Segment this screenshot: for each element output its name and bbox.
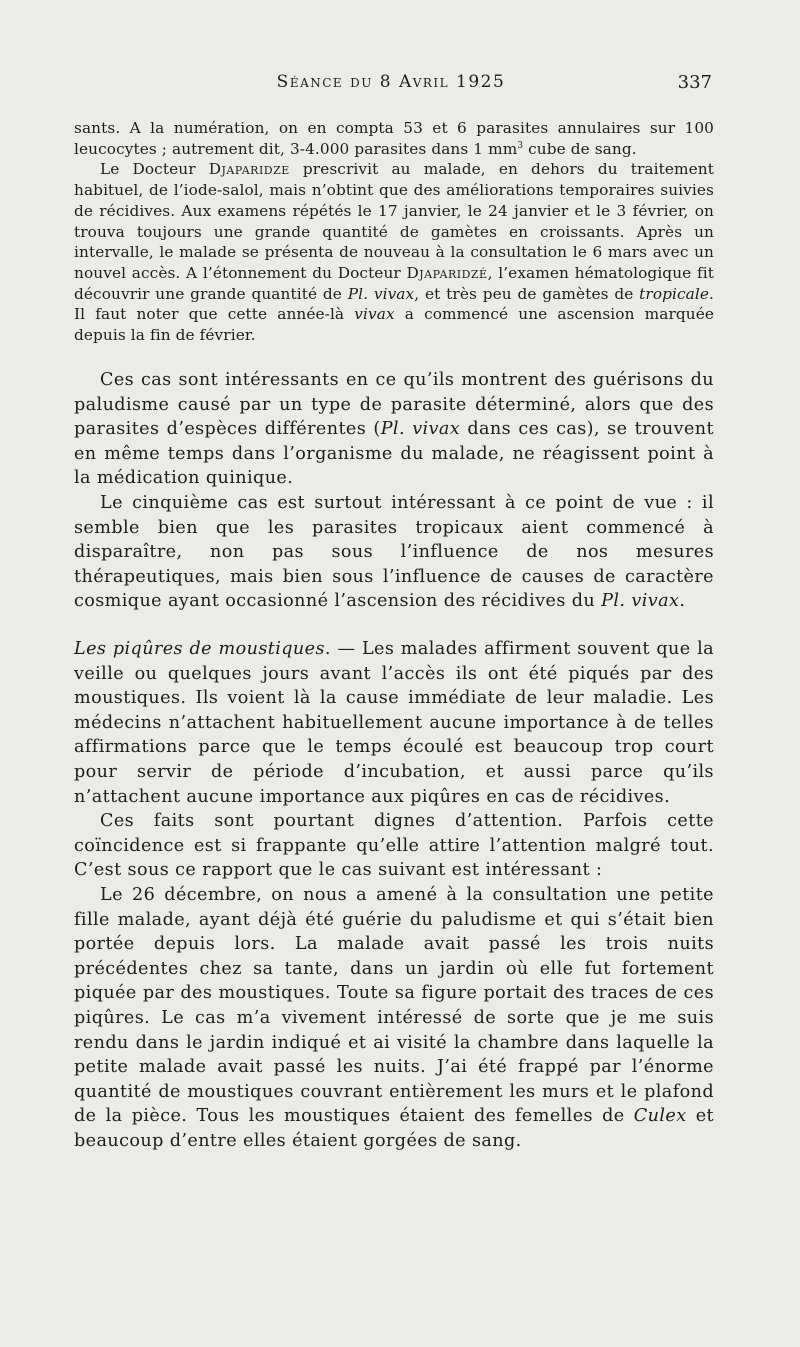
species-name: tropicale xyxy=(639,284,710,303)
species-name: Pl. vivax xyxy=(601,591,680,612)
text-run: Le cinquième cas est surtout intéressant à ce point de vue : il semble bien que les parasites tropicaux aient commencé à disparaître, non pas sous l’influence de nos mesures thérapeutiques, mais bien sous l’influence de causes de caractère cosmique ayant occasionné l’ascension des récidives du xyxy=(74,492,714,612)
section-discussion xyxy=(74,368,714,614)
text-run: Ces cas sont intéressants en ce qu’ils montrent des guérisons du paludisme causé par un type de parasite déterminé, alors que des parasites d’espèces différentes ( xyxy=(74,370,714,440)
text-run: Le 26 décembre, on nous a amené à la consultation une petite fille malade, ayant déjà été guérie du paludisme et qui s’était bien portée depuis lors. La malade avait passé les trois nuits précédentes chez sa tante, dans un jardin où elle fut fortement piquée par des moustiques. Toute sa figure portait des traces de ces piqûres. Le cas m’a vivement intéressé de sorte que je me suis rendu dans le jardin indiqué et ai visité la chambre dans laquelle la petite malade avait passé les nuits. J’ai été frappé par l’énorme quantité de moustiques couvrant entièrement les murs et le plafond de la pièce. Tous les moustiques étaient des femelles de xyxy=(74,884,714,1127)
running-title: Séance du 8 Avril 1925 xyxy=(276,72,506,92)
paragraph xyxy=(74,118,714,159)
section-heading: Les piqûres de moustiques xyxy=(74,639,325,659)
author-name: Djaparidzé xyxy=(406,263,488,282)
species-name: Pl. vivax xyxy=(347,284,415,303)
paragraph xyxy=(74,159,714,345)
author-name: Djaparidze xyxy=(208,160,290,179)
species-name: Pl. vivax xyxy=(380,419,461,440)
text-run: Ces faits sont pourtant dignes d’attention. Parfois cette coïncidence est si frappante qu’elle attire l’attention malgré tout. C’est sous ce rapport que le cas suivant est intéressant : xyxy=(74,811,714,881)
text-run: . Il faut noter que cette année-là xyxy=(74,284,715,324)
text-run: Le Docteur xyxy=(100,160,209,179)
text-run: a commencé une ascension marquée depuis la fin de février. xyxy=(74,305,715,345)
text-run: , l’examen hématologique fit découvrir une grande quantité de xyxy=(74,263,714,303)
text-run: prescrivit au malade, en dehors du traitement habituel, de l’iode-salol, mais n’obtint que des améliorations temporaires suivies de récidives. Aux examens répétés le 17 janvier, le 24 janvier et le 3 février, on trouva toujours une grande quantité de gamètes en croissants. Après un intervalle, le malade se présenta de nouveau à la consultation le 6 mars avec un nouvel accès. A l’étonnement du Docteur xyxy=(74,160,714,282)
text-run: et beaucoup d’entre elles étaient gorgées de sang. xyxy=(74,1106,714,1151)
text-run: sants. A la numération, on en compta 53 et 6 parasites annulaires sur 100 leucocytes ; autrement dit, 3-4.000 parasites dans 1 mm xyxy=(74,119,714,158)
paragraph xyxy=(74,883,714,1154)
species-name: vivax xyxy=(354,305,395,324)
text-run: . — Les malades affirment souvent que la veille ou quelques jours avant l’accès ils ont été piqués par des moustiques. Ils voient là la cause immédiate de leur maladie. Les médecins n’attachent habituellement aucune importance à de telles affirmations parce que le temps écoulé est beaucoup trop court pour servir de période d’incubation, et aussi parce qu’ils n’attachent aucune importance aux piqûres en cas de récidives. xyxy=(74,639,715,807)
paragraph xyxy=(74,491,714,614)
page-header xyxy=(70,72,712,100)
text-run: dans ces cas), se trouvent en même temps dans l’organisme du malade, ne réagissent point à la médication quinique. xyxy=(74,419,714,489)
section-mosquito-bites xyxy=(74,637,714,1153)
superscript: 3 xyxy=(517,140,524,151)
paragraph xyxy=(74,368,714,491)
text-run: cube de sang. xyxy=(523,139,637,158)
section-case-continuation xyxy=(74,118,714,346)
page-number: 337 xyxy=(677,72,712,93)
text-run: , et très peu de gamètes de xyxy=(414,284,640,303)
paragraph xyxy=(74,637,714,809)
text-run: . xyxy=(679,591,686,612)
species-name: Culex xyxy=(633,1106,687,1127)
paragraph xyxy=(74,809,714,883)
